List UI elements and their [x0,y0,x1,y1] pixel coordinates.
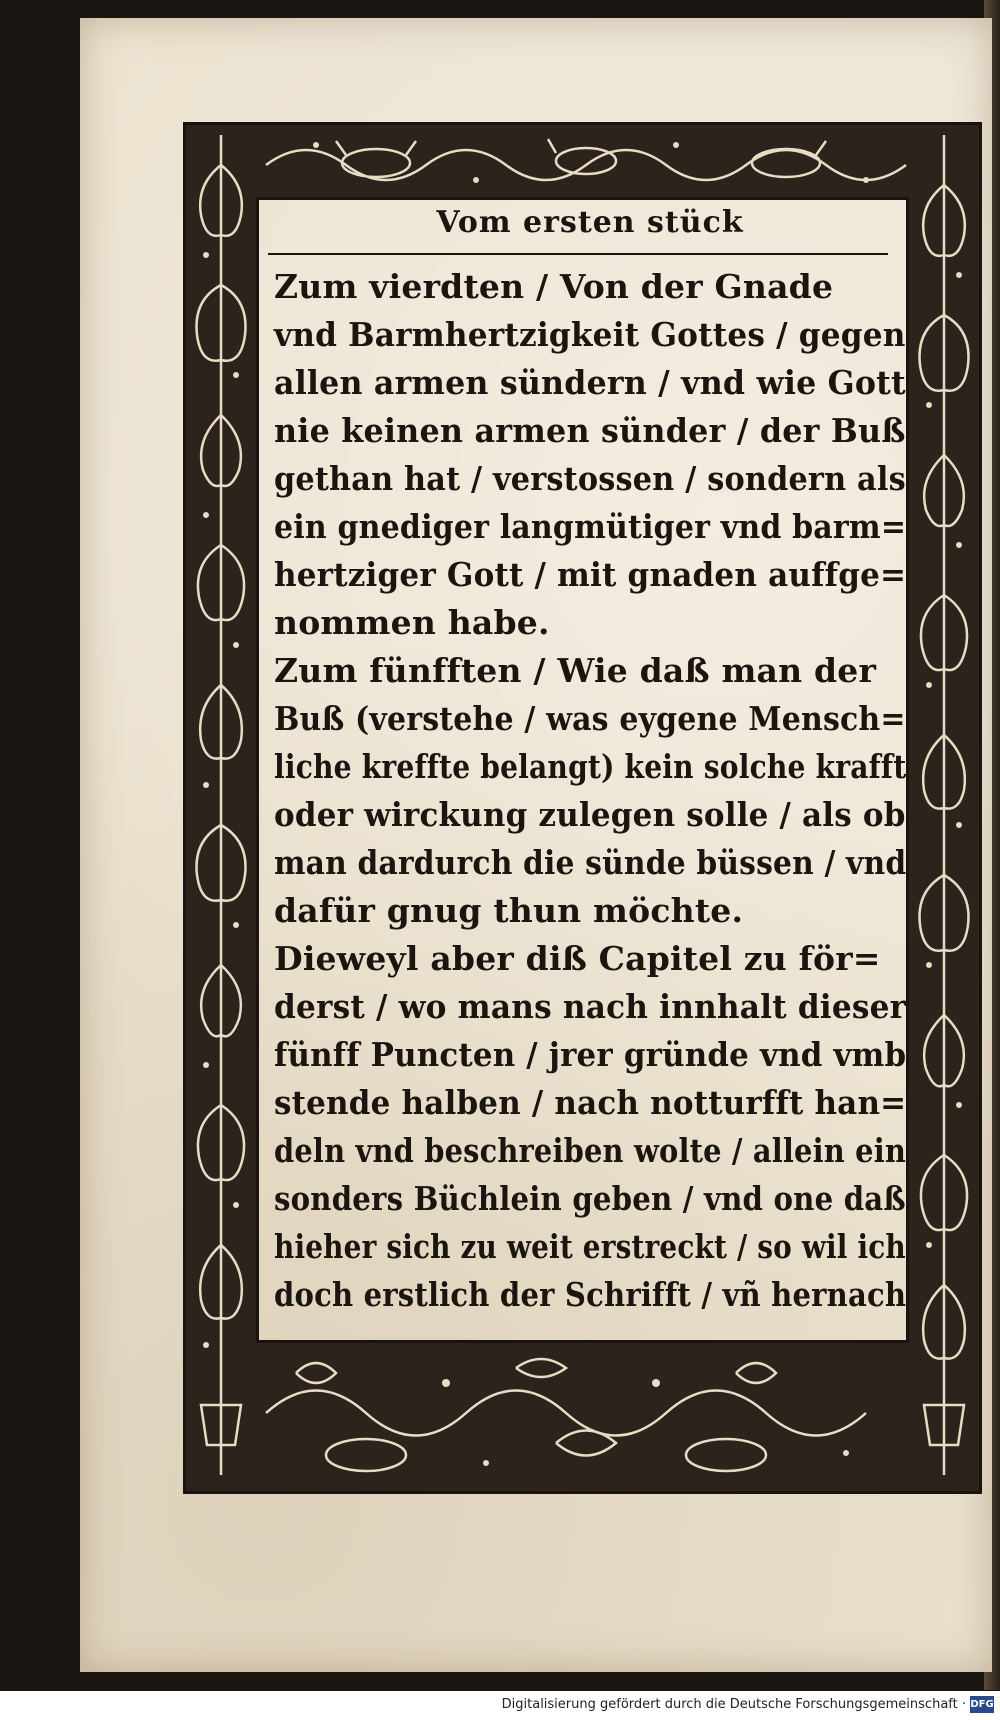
text-line: hieher sich zu weit erstreckt / so wil ich [274,1227,906,1266]
text-block [274,205,906,1355]
dfg-logo: DFG [970,1696,994,1713]
border-bottom-ornament [256,1340,909,1491]
text-line: stende halben / nach notturfft han= [274,1083,907,1122]
text-line: sonders Büchlein geben / vnd one daß [274,1179,906,1218]
text-line: Zum fünfften / Wie daß man der [274,651,877,690]
text-line: ein gnediger langmütiger vnd barm= [274,507,907,546]
text-line: allen armen sündern / vnd wie Gott [274,363,906,402]
text-line: hertziger Gott / mit gnaden auffge= [274,555,907,594]
text-line: Dieweyl aber diß Capitel zu för= [274,939,881,978]
text-line: vnd Barmhertzigkeit Gottes / gegen [274,315,906,354]
text-line: Buß (verstehe / was eygene Mensch= [274,699,906,738]
text-line: gethan hat / verstossen / sondern als [274,459,906,498]
text-line: dafür gnug thun möchte. [274,891,744,930]
head-rule [268,253,888,255]
text-line: nommen habe. [274,603,550,642]
border-top-ornament [256,125,909,200]
running-head: Vom ersten stück [436,205,744,240]
text-line: nie keinen armen sünder / der Buß [274,411,906,450]
text-line: doch erstlich der Schrifft / vñ hernach [274,1275,907,1314]
text-line: man dardurch die sünde büssen / vnd [274,843,907,882]
footer-bar [0,1691,1000,1720]
text-line: Zum vierdten / Von der Gnade [274,267,834,306]
body-text [274,263,906,1319]
text-line: fünff Puncten / jrer gründe vnd vmb [274,1035,907,1074]
text-line: deln vnd beschreiben wolte / allein ein [274,1131,907,1170]
funding-notice: Digitalisierung gefördert durch die Deutsche Forschungsgemeinschaft · [501,1697,966,1712]
border-right-ornament [906,125,979,1491]
text-line: liche kreffte belangt) kein solche krafft [274,747,907,786]
text-line: derst / wo mans nach innhalt dieser [274,987,907,1026]
text-line: oder wirckung zulegen solle / als ob [274,795,906,834]
border-left-ornament [186,125,259,1491]
